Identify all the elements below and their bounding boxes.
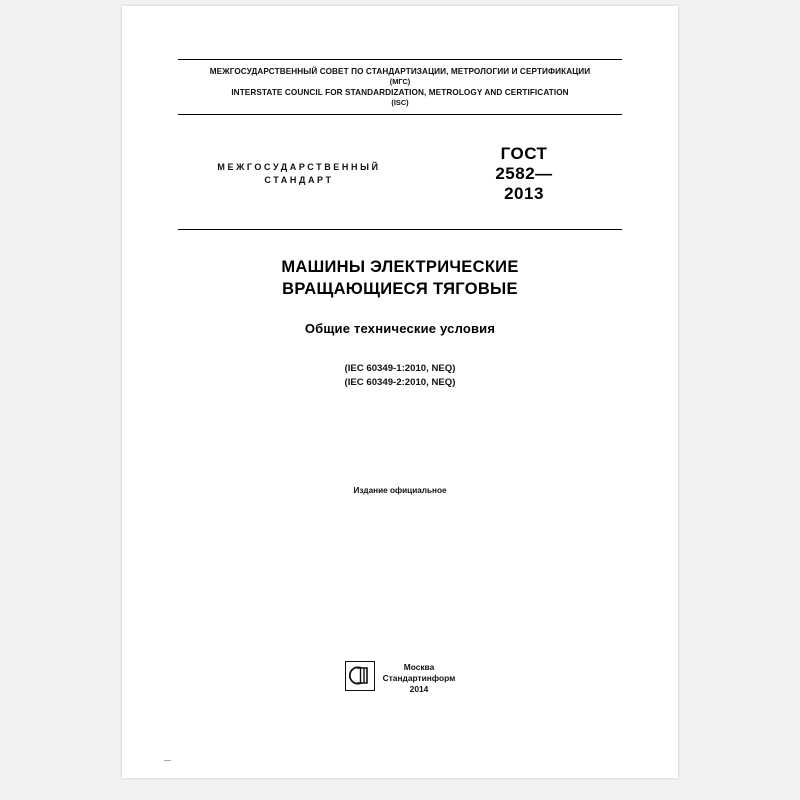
council-abbr-ru: (МГС) (389, 77, 411, 86)
reference-line1: (IEC 60349-1:2010, NEQ) (344, 363, 456, 374)
publisher-name: Стандартинформ (382, 673, 456, 683)
standard-label-line1: МЕЖГОСУДАРСТВЕННЫЙ (217, 162, 381, 172)
council-line-en: INTERSTATE COUNCIL FOR STANDARDIZATION, METROLOGY AND CERTIFICATION (231, 88, 569, 97)
council-abbr-en: (ISC) (391, 98, 409, 107)
standard-label-line2: СТАНДАРТ (264, 175, 334, 185)
page-content (150, 6, 650, 778)
standard-label (178, 161, 426, 187)
header-bottom-rule (178, 114, 622, 115)
page-title-line1: МАШИНЫ ЭЛЕКТРИЧЕСКИЕ (281, 258, 519, 276)
page-subtitle: Общие технические условия (304, 321, 496, 336)
title-block (178, 256, 622, 390)
gost-prefix: ГОСТ (500, 144, 548, 163)
designation-bottom-rule (178, 229, 622, 230)
standartinform-logo-icon (345, 661, 375, 691)
standard-designation-row (178, 138, 622, 210)
gost-year: 2013 (504, 184, 544, 203)
publisher-city: Москва (403, 662, 435, 672)
council-line-ru: МЕЖГОСУДАРСТВЕННЫЙ СОВЕТ ПО СТАНДАРТИЗАЦИИ, МЕТРОЛОГИИ И СЕРТИФИКАЦИИ (209, 67, 591, 76)
edition-note: Издание официальное (353, 486, 447, 495)
council-text (178, 60, 622, 114)
publisher-block (150, 661, 650, 695)
corner-mark: — (164, 757, 172, 764)
reference-line2: (IEC 60349-2:2010, NEQ) (344, 377, 456, 388)
reference-standards (178, 362, 622, 390)
page-title-line2: ВРАЩАЮЩИЕСЯ ТЯГОВЫЕ (282, 280, 518, 298)
document-page (122, 6, 678, 778)
council-header-block (178, 59, 622, 115)
publisher-year: 2014 (409, 684, 429, 694)
publisher-text (383, 661, 456, 695)
gost-number: 2582— (495, 164, 553, 183)
gost-designation (426, 144, 622, 204)
